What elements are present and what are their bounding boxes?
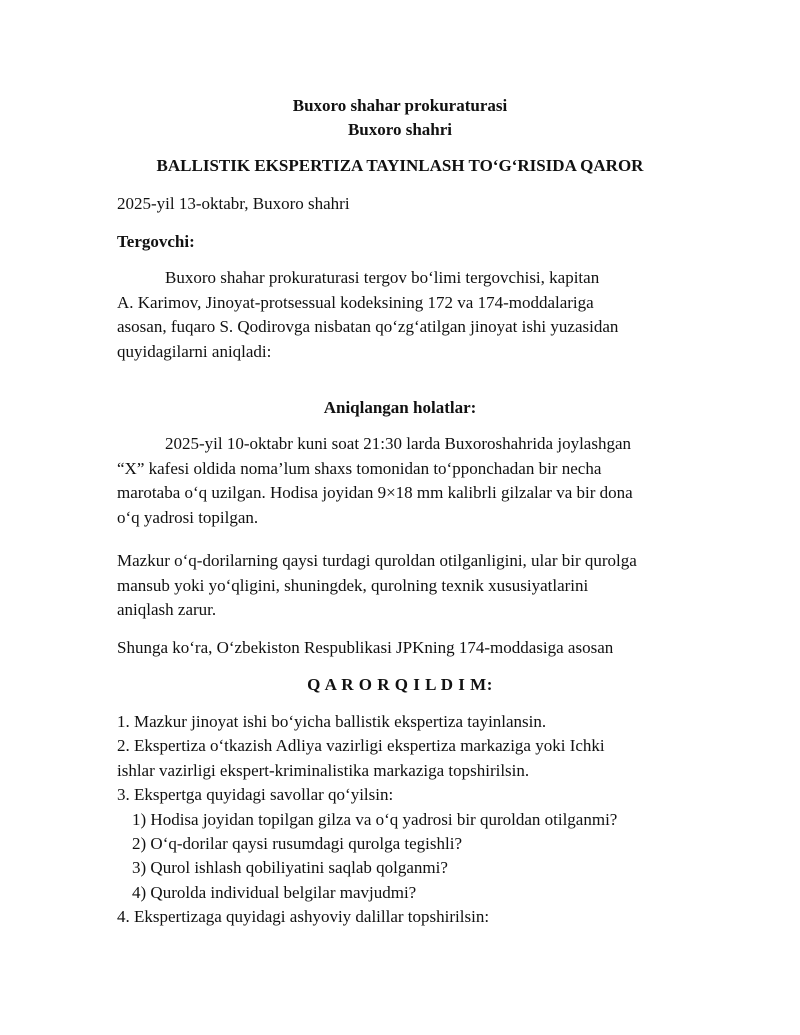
decision-item-2-cont: ishlar vazirligi ekspert-kriminalistika markaziga topshirilsin. bbox=[117, 760, 530, 780]
investigator-label: Tergovchi: bbox=[117, 232, 195, 251]
document-header bbox=[117, 94, 683, 142]
intro-paragraph bbox=[117, 266, 687, 364]
question-item-2: 2) O‘q-dorilar qaysi rusumdagi qurolga tegishli? bbox=[132, 834, 463, 854]
document-title: BALLISTIK EKSPERTIZA TAYINLASH TO‘G‘RISIDA QAROR bbox=[156, 156, 644, 175]
question-item-3: 3) Qurol ishlash qobiliyatini saqlab qolganmi? bbox=[132, 858, 448, 878]
purpose-paragraph bbox=[117, 549, 687, 623]
decision-item-4: 4. Ekspertizaga quyidagi ashyoviy dalillar topshirilsin: bbox=[117, 907, 490, 927]
facts-line: 2025-yil 10-oktabr kuni soat 21:30 larda Buxoroshahrida joylashgan bbox=[165, 434, 631, 453]
decision-list bbox=[117, 710, 687, 930]
question-item-1: 1) Hodisa joyidan topilgan gilza va o‘q yadrosi bir quroldan otilganmi? bbox=[132, 809, 618, 829]
purpose-line: aniqlash zarur. bbox=[117, 600, 217, 619]
date-line: 2025-yil 13-oktabr, Buxoro shahri bbox=[117, 194, 350, 213]
basis-line: Shunga ko‘ra, O‘zbekiston Respublikasi JPKning 174-moddasiga asosan bbox=[117, 638, 614, 657]
decision-item-3: 3. Ekspertga quyidagi savollar qo‘yilsin: bbox=[117, 785, 394, 805]
intro-line: quyidagilarni aniqladi: bbox=[117, 341, 272, 361]
purpose-line: mansub yoki yo‘qligini, shuningdek, qurolning texnik xususiyatlarini bbox=[117, 575, 589, 595]
header-city: Buxoro shahri bbox=[347, 120, 453, 139]
facts-line: marotaba o‘q uzilgan. Hodisa joyidan 9×18 mm kalibrli gilzalar va bir dona bbox=[117, 483, 633, 502]
intro-line: asosan, fuqaro S. Qodirovga nisbatan qo‘zg‘atilgan jinoyat ishi yuzasidan bbox=[117, 317, 619, 336]
intro-line: Buxoro shahar prokuraturasi tergov bo‘limi tergovchisi, kapitan bbox=[165, 268, 600, 287]
header-organization: Buxoro shahar prokuraturasi bbox=[292, 96, 508, 115]
basis-paragraph bbox=[117, 636, 687, 661]
intro-line: A. Karimov, Jinoyat-protsessual kodeksining 172 va 174-moddalariga bbox=[117, 292, 594, 312]
facts-paragraph bbox=[117, 432, 687, 530]
purpose-line: Mazkur o‘q-dorilarning qaysi turdagi quroldan otilganligini, ular bir qurolga bbox=[117, 551, 637, 570]
decision-item-1: 1. Mazkur jinoyat ishi bo‘yicha ballistik ekspertiza tayinlansin. bbox=[117, 712, 547, 731]
facts-line: “X” kafesi oldida noma’lum shaxs tomonidan to‘pponchadan bir necha bbox=[117, 458, 602, 478]
facts-line: o‘q yadrosi topilgan. bbox=[117, 507, 259, 527]
decision-item-2: 2. Ekspertiza o‘tkazish Adliya vazirligi ekspertiza markaziga yoki Ichki bbox=[117, 736, 605, 756]
decision-heading: Q A R O R Q I L D I M: bbox=[307, 675, 493, 694]
question-item-4: 4) Qurolda individual belgilar mavjudmi? bbox=[132, 882, 417, 902]
facts-heading: Aniqlangan holatlar: bbox=[323, 398, 477, 417]
